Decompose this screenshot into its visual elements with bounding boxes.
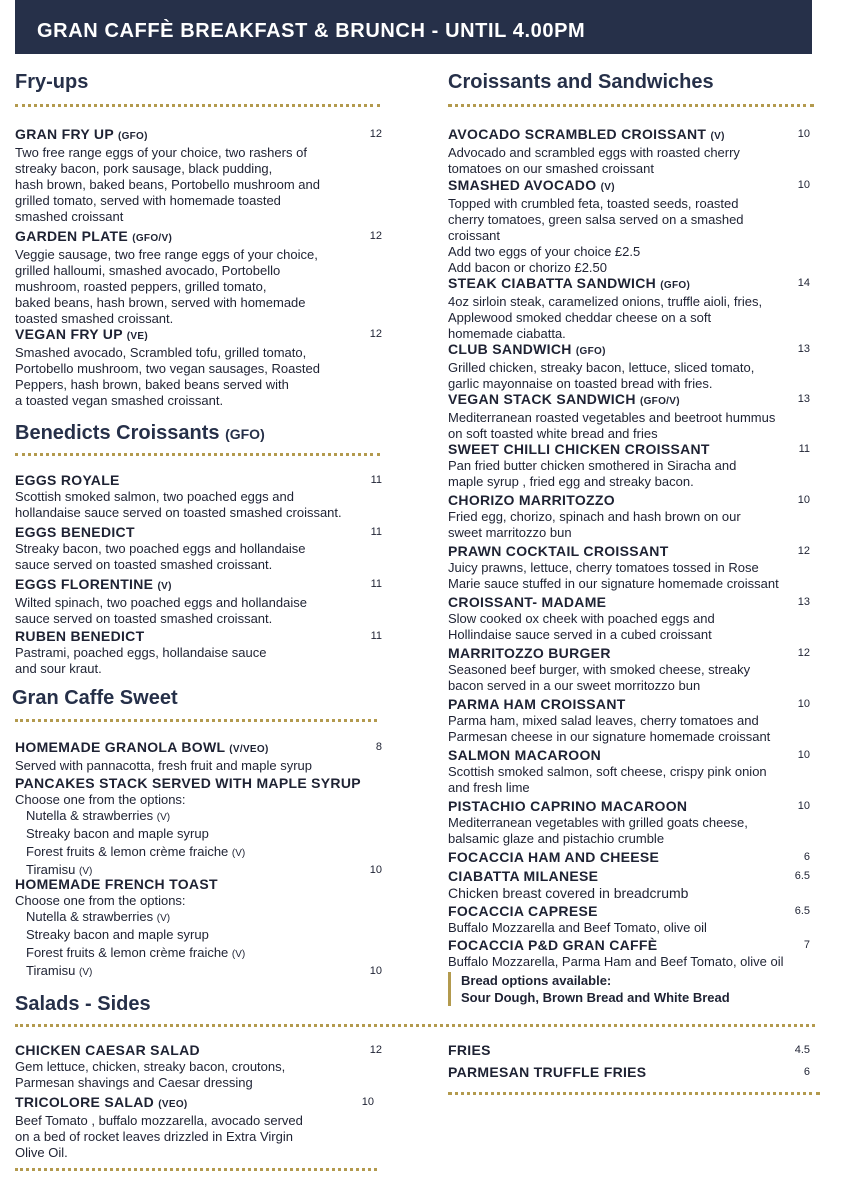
item-description: Topped with crumbled feta, toasted seeds, roasted cherry tomatoes, green salsa served on a smashed croissant Add two eggs of your choice £2.5 Add bacon or chorizo £2.50 [448,196,744,275]
item-price: 6 [803,1066,810,1078]
item-description: Advocado and scrambled eggs with roasted cherry tomatoes on our smashed croissant [448,145,740,176]
item-description: Wilted spinach, two poached eggs and hollandaise sauce served on toasted smashed croissant. [15,595,307,626]
item-price: 14 [797,277,810,289]
item-price: 6 [803,851,810,863]
fryups-list [15,126,382,409]
option-item: Tiramisu (V) 10 [26,963,382,978]
item-name: VEGAN STACK SANDWICH (GFO/V) [448,391,680,407]
item-name: PISTACHIO CAPRINO MACAROON [448,798,688,814]
item-name: FOCACCIA HAM AND CHEESE [448,849,660,865]
menu-item [448,391,810,441]
item-name: PARMA HAM CROISSANT [448,696,626,712]
option-item: Streaky bacon and maple syrup [26,826,209,841]
item-price: 12 [369,1044,382,1056]
section-divider [15,1168,377,1171]
menu-item [448,645,810,696]
item-name: SWEET CHILLI CHICKEN CROISSANT [448,441,710,457]
item-name: EGGS BENEDICT [15,524,135,540]
item-description: Buffalo Mozzarella and Beef Tomato, olive oil [448,920,707,935]
section-divider [448,1092,820,1095]
item-description: Choose one from the options: [15,893,186,908]
sweet-list [15,739,382,981]
page-title: GRAN CAFFÈ BREAKFAST & BRUNCH - UNTIL 4.00PM [37,20,586,42]
menu-item [448,1042,810,1064]
menu-item [448,1064,810,1081]
menu-item [15,472,382,524]
item-description: Juicy prawns, lettuce, cherry tomatoes tossed in Rose Marie sauce stuffed in our signature homemade croissant [448,560,779,591]
menu-item [448,275,810,341]
item-description: Streaky bacon, two poached eggs and hollandaise sauce served on toasted smashed croissant. [15,541,306,572]
item-price: 11 [370,578,382,590]
menu-item [448,126,810,177]
menu-item [15,1094,374,1161]
item-description: Grilled chicken, streaky bacon, lettuce, sliced tomato, garlic mayonnaise on toasted bread with fries. [448,360,755,391]
section-divider [15,719,377,722]
menu-item [448,798,810,849]
item-name: AVOCADO SCRAMBLED CROISSANT (V) [448,126,725,142]
section-title-fryups: Fry-ups [15,71,89,93]
bread-options-title: Bread options available: [461,973,612,988]
item-price: 12 [369,230,382,242]
item-price: 10 [797,179,810,191]
option-item: Nutella & strawberries (V) [26,909,171,924]
menu-item [15,126,382,228]
menu-item [448,696,810,747]
menu-item [448,903,810,937]
section-divider [15,453,380,456]
item-price: 10 [369,864,382,876]
item-description: Parma ham, mixed salad leaves, cherry tomatoes and Parmesan cheese in our signature homemade croissant [448,713,771,744]
menu-item [448,594,810,645]
option-item: Forest fruits & lemon crème fraiche (V) [26,945,246,960]
menu-item [15,628,382,677]
item-name: EGGS FLORENTINE (V) [15,576,172,592]
croissants-list [448,126,810,970]
benedicts-list [15,472,382,677]
item-price: 10 [797,128,810,140]
item-price: 10 [797,800,810,812]
item-description: Chicken breast covered in breadcrumb [448,885,689,901]
item-description: Two free range eggs of your choice, two rashers of streaky bacon, pork sausage, black pudding, hash brown, baked beans, Portobello mushroom and grilled tomato, served with homemade toasted smashed croissant [15,145,320,224]
item-name: CHICKEN CAESAR SALAD [15,1042,200,1058]
item-description: Mediterranean roasted vegetables and beetroot hummus on soft toasted white bread and fries [448,410,776,441]
item-price: 11 [798,443,810,455]
menu-item [448,868,810,903]
section-title-sweet: Gran Caffe Sweet [12,687,178,709]
item-price: 12 [369,328,382,340]
item-name: RUBEN BENEDICT [15,628,145,644]
option-item: Streaky bacon and maple syrup [26,927,209,942]
item-name: FRIES [448,1042,491,1058]
item-name: GARDEN PLATE (GFO/V) [15,228,173,244]
item-price: 13 [797,393,810,405]
sides-list [448,1042,810,1081]
item-name: STEAK CIABATTA SANDWICH (GFO) [448,275,691,291]
item-description: Buffalo Mozzarella, Parma Ham and Beef Tomato, olive oil [448,954,784,969]
item-description: 4oz sirloin steak, caramelized onions, truffle aioli, fries, Applewood smoked cheddar cheese on a soft homemade ciabatta. [448,294,763,341]
item-price: 7 [803,939,810,951]
item-name: PARMESAN TRUFFLE FRIES [448,1064,647,1080]
item-name: CLUB SANDWICH (GFO) [448,341,606,357]
item-description: Seasoned beef burger, with smoked cheese, streaky bacon served in a our sweet morritozzo bun [448,662,751,693]
menu-item [15,739,382,775]
item-price: 8 [375,741,382,753]
item-name: FOCACCIA CAPRESE [448,903,598,919]
section-title-benedicts: Benedicts Croissants (GFO) [15,422,265,444]
item-name: SMASHED AVOCADO (V) [448,177,615,193]
menu-item [15,876,382,981]
item-price: 13 [797,596,810,608]
item-description: Served with pannacotta, fresh fruit and maple syrup [15,758,312,773]
option-list [15,808,382,880]
menu-item [448,177,810,275]
item-price: 6.5 [794,870,810,882]
bread-options-note [448,972,730,1006]
item-name: TRICOLORE SALAD (VEO) [15,1094,188,1110]
item-description: Scottish smoked salmon, soft cheese, crispy pink onion and fresh lime [448,764,767,795]
item-price: 12 [797,545,810,557]
section-title-salads: Salads - Sides [15,993,151,1015]
item-price: 11 [370,474,382,486]
option-item: Forest fruits & lemon crème fraiche (V) [26,844,246,859]
item-description: Mediterranean vegetables with grilled goats cheese, balsamic glaze and pistachio crumble [448,815,748,846]
item-name: FOCACCIA P&D GRAN CAFFÈ [448,937,658,953]
item-name: HOMEMADE FRENCH TOAST [15,876,218,892]
option-list [15,909,382,981]
item-price: 12 [797,647,810,659]
menu-item [15,1042,382,1094]
item-description: Pastrami, poached eggs, hollandaise sauce and sour kraut. [15,645,267,676]
section-divider [15,104,380,107]
option-item: Nutella & strawberries (V) [26,808,171,823]
section-title-croissants: Croissants and Sandwiches [448,71,714,93]
menu-item [15,524,382,576]
bread-options-list: Sour Dough, Brown Bread and White Bread [461,990,730,1005]
menu-item [448,849,810,868]
menu-item [448,341,810,391]
item-price: 10 [797,749,810,761]
item-description: Gem lettuce, chicken, streaky bacon, croutons, Parmesan shavings and Caesar dressing [15,1059,286,1090]
item-description: Fried egg, chorizo, spinach and hash brown on our sweet marritozzo bun [448,509,741,540]
section-divider [15,1024,815,1027]
menu-item [15,576,382,628]
menu-item [448,441,810,492]
item-description: Scottish smoked salmon, two poached eggs and hollandaise sauce served on toasted smashed croissant. [15,489,342,520]
item-price: 10 [797,698,810,710]
menu-item [448,543,810,594]
item-description: Veggie sausage, two free range eggs of your choice, grilled halloumi, smashed avocado, Portobello mushroom, roasted peppers, grilled tomato, baked beans, hash brown, served with homemade toasted smashed croissant. [15,247,318,326]
item-price: 13 [797,343,810,355]
item-name: PRAWN COCKTAIL CROISSANT [448,543,669,559]
header-banner [15,0,812,54]
menu-item [448,492,810,543]
option-item: Tiramisu (V) 10 [26,862,382,877]
item-name: VEGAN FRY UP (VE) [15,326,148,342]
item-name: PANCAKES STACK SERVED WITH MAPLE SYRUP [15,775,361,791]
item-price: 10 [361,1096,374,1108]
item-name: CROISSANT- MADAME [448,594,607,610]
menu-item [448,937,820,970]
menu-item [448,747,810,798]
section-divider [448,104,814,107]
item-price: 10 [797,494,810,506]
item-description: Slow cooked ox cheek with poached eggs and Hollindaise sauce served in a cubed croissant [448,611,715,642]
item-description: Choose one from the options: [15,792,186,807]
item-price: 6.5 [794,905,810,917]
item-price: 12 [369,128,382,140]
menu-item [15,326,382,409]
item-description: Beef Tomato , buffalo mozzarella, avocado served on a bed of rocket leaves drizzled in Extra Virgin Olive Oil. [15,1113,303,1160]
item-price: 4.5 [794,1044,810,1056]
item-name: CHORIZO MARRITOZZO [448,492,615,508]
menu-item [15,228,382,326]
item-description: Smashed avocado, Scrambled tofu, grilled tomato, Portobello mushroom, two vegan sausages, Roasted Peppers, hash brown, baked beans served with a toasted vegan smashed croissant. [15,345,320,408]
item-price: 10 [369,965,382,977]
item-name: CIABATTA MILANESE [448,868,599,884]
item-name: HOMEMADE GRANOLA BOWL (V/VEO) [15,739,269,755]
item-price: 11 [370,526,382,538]
item-description: Pan fried butter chicken smothered in Siracha and maple syrup , fried egg and streaky bacon. [448,458,737,489]
menu-item [15,775,382,876]
item-price: 11 [370,630,382,642]
salads-list [15,1042,382,1161]
item-name: GRAN FRY UP (GFO) [15,126,148,142]
item-name: SALMON MACAROON [448,747,602,763]
item-name: MARRITOZZO BURGER [448,645,611,661]
item-name: EGGS ROYALE [15,472,120,488]
